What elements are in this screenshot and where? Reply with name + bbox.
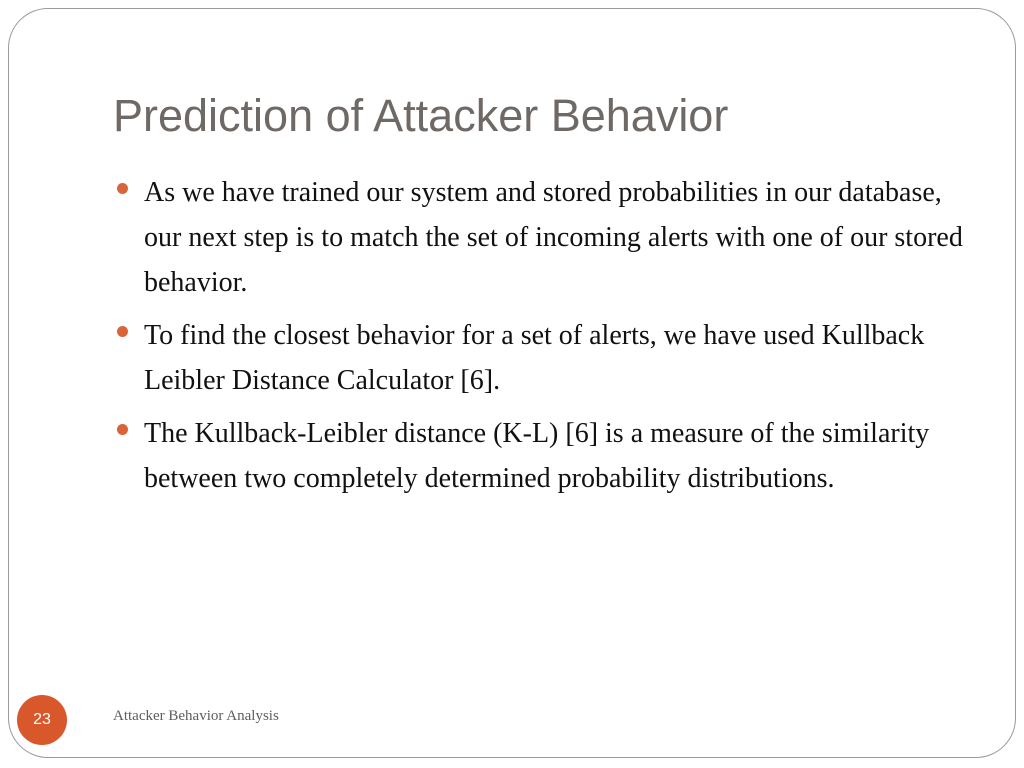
bullet-item bbox=[117, 411, 977, 501]
bullet-list bbox=[117, 170, 977, 509]
bullet-text: As we have trained our system and stored probabilities in our database, our next step is to match the set of incoming alerts with one of our stored behavior. bbox=[144, 177, 963, 298]
slide-title: Prediction of Attacker Behavior bbox=[113, 90, 729, 141]
footer-text: Attacker Behavior Analysis bbox=[113, 708, 279, 724]
bullet-marker bbox=[117, 183, 128, 194]
bullet-item bbox=[117, 170, 977, 305]
bullet-text: The Kullback-Leibler distance (K-L) [6] is a measure of the similarity between two completely determined probability distributions. bbox=[144, 418, 930, 494]
slide-number-badge: 23 bbox=[17, 695, 67, 745]
bullet-item bbox=[117, 313, 977, 403]
bullet-marker bbox=[117, 424, 128, 435]
bullet-text: To find the closest behavior for a set of alerts, we have used Kullback Leibler Distance Calculator [6]. bbox=[144, 320, 925, 396]
bullet-marker bbox=[117, 326, 128, 337]
